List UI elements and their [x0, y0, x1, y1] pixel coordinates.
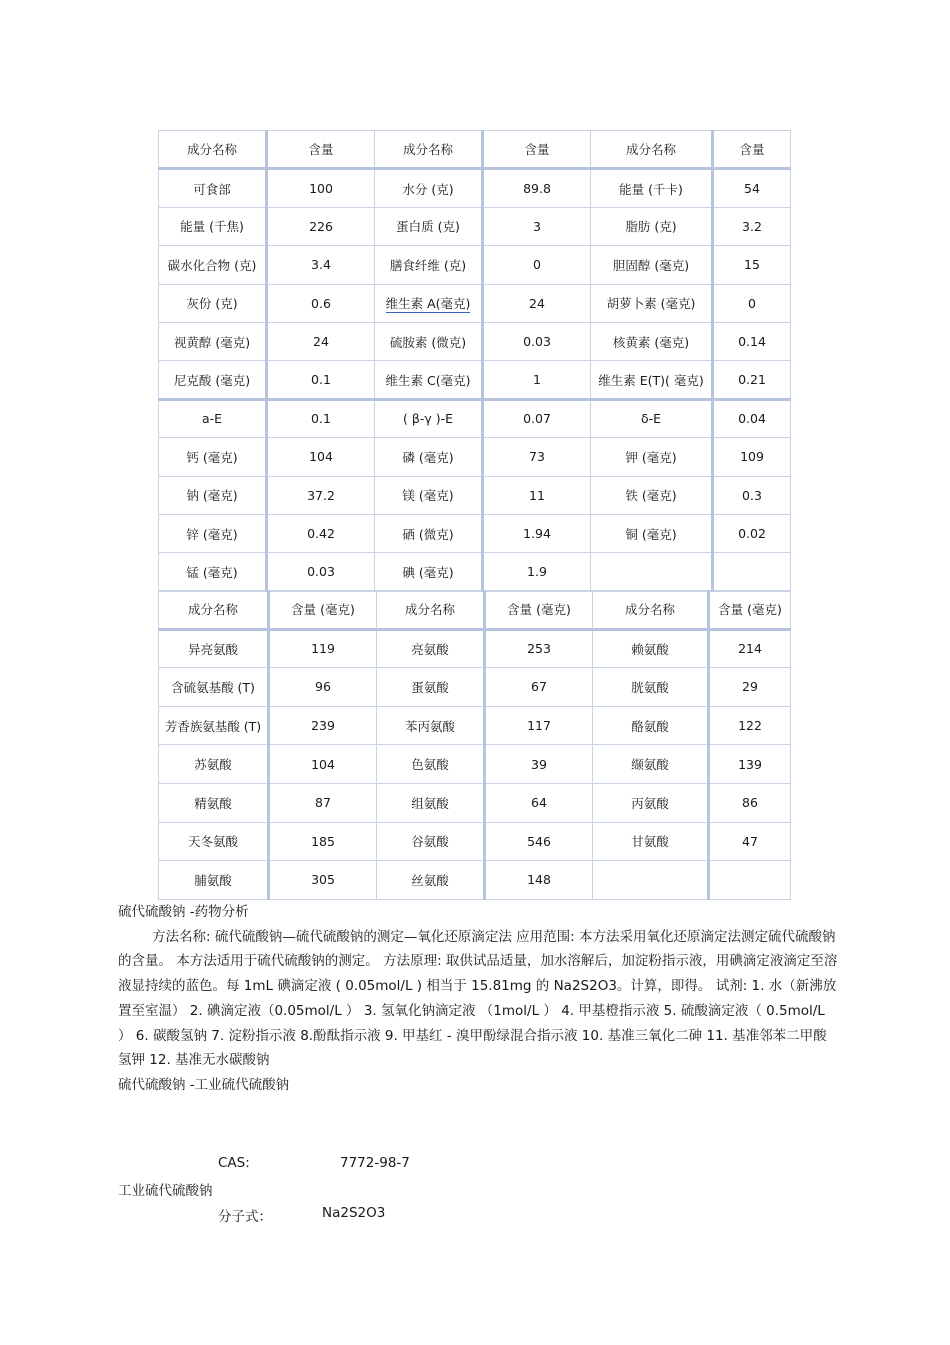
cell-text: 37.2 [307, 487, 335, 503]
table-cell [269, 668, 377, 707]
cell-text: 109 [740, 449, 764, 465]
cell-text: 122 [738, 718, 762, 734]
cell-text: 148 [527, 872, 551, 888]
table-cell [483, 514, 591, 552]
table-cell [713, 322, 791, 360]
table-cell [159, 783, 269, 822]
cell-text: 24 [313, 334, 329, 350]
cell-text: 含量 (毫克) [507, 602, 571, 618]
table-cell [591, 438, 713, 476]
cell-text: 39 [531, 756, 547, 772]
table-cell [269, 861, 377, 900]
cell-text: 104 [309, 449, 333, 465]
cell-text: 苏氨酸 [194, 757, 232, 773]
cell-text: 天冬氨酸 [187, 834, 238, 850]
table-cell [375, 476, 483, 514]
table-row [159, 668, 791, 707]
table-cell [709, 745, 791, 784]
cell-text: 可食部 [193, 181, 231, 197]
table-header-cell [485, 591, 593, 630]
table-cell [709, 706, 791, 745]
cell-text: 铁 (毫克) [625, 488, 677, 504]
method-paragraph: 方法名称: 硫代硫酸钠—硫代硫酸钠的测定—氧化还原滴定法 应用范围: 本方法采用氧化还原滴定法测定硫代硫酸钠的含量。 本方法适用于硫代硫酸钠的测定。 方法原理: 取供试品适量，加水溶解后，加淀粉指示液，用碘滴定液滴定至溶液显持续的蓝色。每 1mL 碘滴定液 ( 0.05mol/L ) 相当于 15.81mg 的 Na2S2O3。计算，即得。 试剂: 1. 水（新沸放置至室温） 2. 碘滴定液（0.05mol/L ） 3. 氢氧化钠滴定液 （1mol/L ） 4. 甲基橙指示液 5. 硫酸滴定液（ 0.5mol/L ） 6. 碳酸氢钠 7. 淀粉指示液 8.酚酞指示液 9. 甲基红 - 溴甲酚绿混合指示液 10. 基准三氧化二砷 11. 基准邻苯二甲酸氢钾 12. 基准无水碳酸钠 [118, 928, 838, 1069]
table-cell [591, 169, 713, 207]
cell-text: 维生素 E(T)( 毫克) [598, 372, 704, 388]
cell-text: 丙氨酸 [631, 795, 669, 811]
cell-text: 0.03 [523, 334, 551, 350]
cell-text: 尼克酸 (毫克) [173, 372, 251, 388]
cell-text: 546 [527, 833, 551, 849]
cell-text: 膳食纤维 (克) [389, 257, 467, 273]
table-row [159, 783, 791, 822]
cell-text: 钠 (毫克) [186, 488, 238, 504]
cell-text: 蛋白质 (克) [396, 219, 460, 235]
table-cell [713, 169, 791, 207]
table-cell [269, 706, 377, 745]
table-cell [269, 629, 377, 668]
cell-text: 酪氨酸 [631, 718, 669, 734]
table-cell [267, 284, 375, 322]
table-header-cell [483, 131, 591, 169]
table-cell [159, 207, 267, 245]
cell-text: 成分名称 [624, 602, 675, 618]
table-row [159, 476, 791, 514]
table-cell [485, 706, 593, 745]
table-cell [267, 553, 375, 591]
cell-text: a-E [201, 411, 223, 427]
cell-text: 含量 (毫克) [718, 602, 782, 618]
table-row [159, 207, 791, 245]
table-header-cell [377, 591, 485, 630]
table-cell [483, 476, 591, 514]
table-cell [375, 399, 483, 437]
table-cell [483, 399, 591, 437]
cas-label: CAS: [218, 1155, 250, 1171]
table-header-cell [375, 131, 483, 169]
table-cell [593, 629, 709, 668]
cell-text: 139 [738, 756, 762, 772]
cell-text: 226 [309, 218, 333, 234]
table-cell [483, 361, 591, 399]
cell-text: 3.2 [742, 218, 762, 234]
cell-text: 0.07 [523, 411, 551, 427]
amino-acid-table [158, 590, 791, 900]
table-cell [159, 745, 269, 784]
cell-text: 精氨酸 [194, 795, 232, 811]
table-cell [483, 438, 591, 476]
table-cell [709, 861, 791, 900]
cell-text: 73 [529, 449, 545, 465]
cell-text: 镁 (毫克) [402, 488, 454, 504]
cell-text: 253 [527, 641, 551, 657]
table-cell [377, 783, 485, 822]
table-cell [593, 668, 709, 707]
table-cell [377, 629, 485, 668]
table-cell [269, 783, 377, 822]
table-row [159, 361, 791, 399]
text-section [118, 900, 838, 1098]
table-cell [709, 822, 791, 861]
table-row [159, 553, 791, 591]
cell-text: 成分名称 [625, 142, 676, 158]
cell-text: 碳水化合物 (克) [167, 257, 257, 273]
cell-text: 成分名称 [186, 142, 237, 158]
cell-text: 0.14 [738, 334, 766, 350]
table-row [159, 745, 791, 784]
formula-label: 分子式： [218, 1209, 272, 1225]
cell-text: 视黄醇 (毫克) [173, 334, 251, 350]
cell-text: 0.6 [311, 295, 331, 311]
cell-text: 含量 [308, 142, 334, 158]
cell-text: 239 [311, 718, 335, 734]
cell-text: 100 [309, 181, 333, 197]
cell-text: 3.4 [311, 257, 331, 273]
cell-text: 成分名称 [402, 142, 453, 158]
table-cell [375, 246, 483, 284]
cell-text: 0 [533, 257, 541, 273]
table-row [159, 514, 791, 552]
table-cell [593, 783, 709, 822]
table-cell [267, 514, 375, 552]
cell-text: 0.21 [738, 372, 766, 388]
table-cell [267, 169, 375, 207]
table-cell [709, 668, 791, 707]
table-cell [159, 629, 269, 668]
cell-text: 含量 (毫克) [291, 602, 355, 618]
table-cell [593, 861, 709, 900]
cell-text: 96 [315, 679, 331, 695]
table-cell [159, 861, 269, 900]
cell-text: 亮氨酸 [411, 641, 449, 657]
table-cell [377, 745, 485, 784]
table-cell [159, 668, 269, 707]
cell-text: 1.9 [527, 564, 547, 580]
cell-text: 86 [742, 795, 758, 811]
cell-text: 0.1 [311, 411, 331, 427]
table-row [159, 629, 791, 668]
table-cell [483, 246, 591, 284]
table-cell [375, 438, 483, 476]
cell-text: 成分名称 [187, 602, 238, 618]
table-cell [713, 514, 791, 552]
table-cell [591, 399, 713, 437]
table-cell [485, 668, 593, 707]
cell-text: 3 [533, 218, 541, 234]
table-row [159, 169, 791, 207]
table-cell [375, 169, 483, 207]
table-row [159, 706, 791, 745]
table-cell [713, 207, 791, 245]
table-cell [713, 284, 791, 322]
table-cell [485, 861, 593, 900]
table-cell [269, 822, 377, 861]
cell-text: 1 [533, 372, 541, 388]
table-cell [159, 399, 267, 437]
cell-text: 117 [527, 718, 551, 734]
cell-text: 胱氨酸 [631, 679, 669, 695]
table-row [159, 246, 791, 284]
cell-text: 组氨酸 [411, 795, 449, 811]
table-cell [591, 246, 713, 284]
table-cell [375, 322, 483, 360]
table-cell [159, 476, 267, 514]
table-cell [591, 553, 713, 591]
cell-text: 水分 (克) [402, 181, 454, 197]
formula-value: Na2S2O3 [322, 1205, 386, 1221]
cell-text: 丝氨酸 [411, 872, 449, 888]
cell-text: 64 [531, 795, 547, 811]
cell-text: 钙 (毫克) [186, 449, 238, 465]
table-cell [591, 322, 713, 360]
cell-text: 甘氨酸 [631, 834, 669, 850]
cell-text: 核黄素 (毫克) [612, 334, 690, 350]
cell-text: 钾 (毫克) [625, 449, 677, 465]
cell-text: 胡萝卜素 (毫克) [606, 296, 696, 312]
table-cell [159, 438, 267, 476]
cell-text: 87 [315, 795, 331, 811]
cell-text: 含硫氨基酸 (T) [171, 679, 255, 695]
nutrient-table [158, 130, 791, 592]
cell-text: 维生素 C(毫克) [385, 372, 471, 388]
table-cell [267, 438, 375, 476]
table-cell [483, 553, 591, 591]
cell-text: 1.94 [523, 526, 551, 542]
table-cell [483, 207, 591, 245]
table-cell [593, 745, 709, 784]
cell-text: 硒 (微克) [402, 526, 454, 542]
table-header-cell [267, 131, 375, 169]
cell-text: 305 [311, 872, 335, 888]
table-cell [267, 322, 375, 360]
table-header-row [159, 131, 791, 169]
table-header-cell [709, 591, 791, 630]
table-cell [375, 361, 483, 399]
table-header-cell [593, 591, 709, 630]
cell-text: δ-E [640, 411, 662, 427]
heading-industrial-sodium-thiosulfate: 工业硫代硫酸钠 [118, 1183, 213, 1199]
cell-text: 11 [529, 487, 545, 503]
table-cell [159, 361, 267, 399]
table-header-cell [159, 131, 267, 169]
table-cell [375, 553, 483, 591]
table-cell [269, 745, 377, 784]
table-header-cell [269, 591, 377, 630]
table-row [159, 861, 791, 900]
cell-text: 54 [744, 181, 760, 197]
table-row [159, 399, 791, 437]
cell-text: 脂肪 (克) [625, 219, 677, 235]
cell-text: 0.1 [311, 372, 331, 388]
table-cell [159, 822, 269, 861]
cell-text: 0.3 [742, 487, 762, 503]
cell-text: 芳香族氨基酸 (T) [164, 718, 262, 734]
cell-text: 0.03 [307, 564, 335, 580]
table-header-cell [159, 591, 269, 630]
cell-text: 214 [738, 641, 762, 657]
cell-text: 119 [311, 641, 335, 657]
table-header-row [159, 591, 791, 630]
table-cell [709, 783, 791, 822]
table-cell [375, 284, 483, 322]
cell-text: 蛋氨酸 [411, 679, 449, 695]
table-cell [485, 629, 593, 668]
table-header-cell [713, 131, 791, 169]
cell-text: 缬氨酸 [631, 757, 669, 773]
cell-text: 24 [529, 295, 545, 311]
cell-text: 磷 (毫克) [402, 449, 454, 465]
cas-value: 7772-98-7 [340, 1155, 410, 1171]
cell-text: 185 [311, 833, 335, 849]
table-cell [377, 822, 485, 861]
cell-text: 29 [742, 679, 758, 695]
table-cell [267, 361, 375, 399]
cell-text: 脯氨酸 [194, 872, 232, 888]
table-cell [485, 783, 593, 822]
cell-text: 89.8 [523, 181, 551, 197]
table-cell [713, 553, 791, 591]
table-cell [159, 284, 267, 322]
table-cell [377, 861, 485, 900]
cell-text: 维生素 A(毫克) [385, 296, 471, 312]
table-cell [485, 745, 593, 784]
cell-text: 0.02 [738, 526, 766, 542]
table-cell [483, 169, 591, 207]
table-cell [267, 476, 375, 514]
table-cell [267, 246, 375, 284]
table-cell [713, 246, 791, 284]
cell-text: 含量 [739, 142, 765, 158]
table-cell [485, 822, 593, 861]
cell-text: 碘 (毫克) [402, 564, 454, 580]
cell-text: 色氨酸 [411, 757, 449, 773]
table-cell [591, 514, 713, 552]
table-row [159, 284, 791, 322]
table-row [159, 438, 791, 476]
cell-text: 成分名称 [404, 602, 455, 618]
table-cell [593, 706, 709, 745]
cell-text: 锰 (毫克) [186, 564, 238, 580]
table-cell [591, 284, 713, 322]
table-cell [159, 553, 267, 591]
table-cell [377, 706, 485, 745]
table-header-cell [591, 131, 713, 169]
table-cell [375, 514, 483, 552]
cell-text: 铜 (毫克) [625, 526, 677, 542]
cell-text: 异亮氨酸 [187, 641, 238, 657]
cell-text: 67 [531, 679, 547, 695]
cell-text: 含量 [524, 142, 550, 158]
table-cell [267, 207, 375, 245]
table-cell [159, 246, 267, 284]
table-cell [483, 284, 591, 322]
cell-text: 苯丙氨酸 [404, 718, 455, 734]
table-cell [267, 399, 375, 437]
cell-text: ( β-γ )-E [403, 411, 453, 427]
cell-text: 0.42 [307, 526, 335, 542]
cell-text: 锌 (毫克) [186, 526, 238, 542]
heading-industrial: 硫代硫酸钠 -工业硫代硫酸钠 [118, 1076, 290, 1093]
cell-text: 0 [748, 295, 756, 311]
table-cell [377, 668, 485, 707]
cell-text: 15 [744, 257, 760, 273]
table-cell [593, 822, 709, 861]
table-cell [159, 322, 267, 360]
table-cell [713, 438, 791, 476]
table-cell [591, 207, 713, 245]
table-cell [483, 322, 591, 360]
cell-text: 0.04 [738, 411, 766, 427]
heading-drug-analysis: 硫代硫酸钠 -药物分析 [118, 904, 249, 920]
cell-text: 104 [311, 756, 335, 772]
table-cell [159, 169, 267, 207]
table-cell [591, 476, 713, 514]
table-cell [713, 361, 791, 399]
table-cell [713, 399, 791, 437]
cell-text: 灰份 (克) [186, 296, 238, 312]
cell-text: 赖氨酸 [631, 641, 669, 657]
table-cell [159, 706, 269, 745]
table-cell [591, 361, 713, 399]
table-cell [709, 629, 791, 668]
cell-text: 谷氨酸 [411, 834, 449, 850]
table-row [159, 322, 791, 360]
cell-text: 硫胺素 (微克) [389, 334, 467, 350]
table-row [159, 822, 791, 861]
table-cell [159, 514, 267, 552]
cell-text: 能量 (千卡) [619, 181, 683, 197]
cell-text: 47 [742, 833, 758, 849]
cell-text: 能量 (千焦) [180, 219, 244, 235]
table-cell [375, 207, 483, 245]
cell-text: 胆固醇 (毫克) [612, 257, 690, 273]
table-cell [713, 476, 791, 514]
